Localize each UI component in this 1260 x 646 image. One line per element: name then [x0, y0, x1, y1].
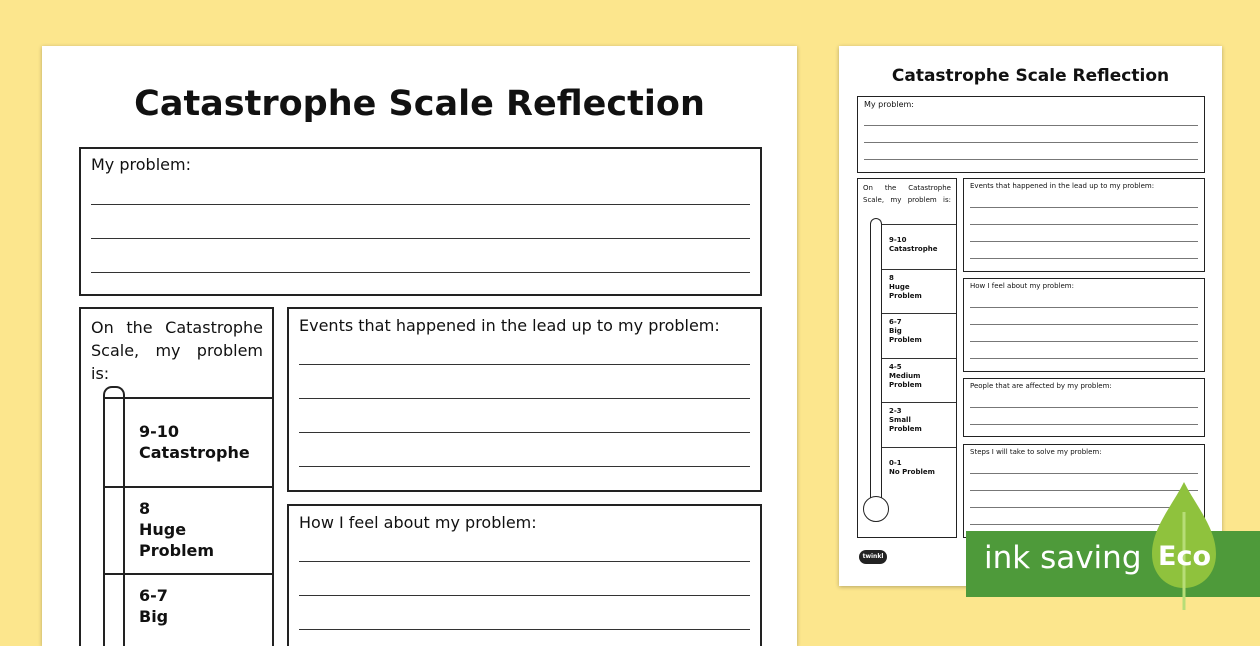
- scale-box: [79, 307, 274, 646]
- feel-label: How I feel about my problem:: [970, 282, 1074, 290]
- thermometer-bulb: [863, 496, 889, 522]
- write-line: [864, 159, 1198, 160]
- worksheet-title: Catastrophe Scale Reflection: [134, 84, 705, 124]
- ink-saving-text: ink saving: [984, 540, 1142, 576]
- my-problem-box: [79, 147, 762, 296]
- scale-divider: [882, 224, 956, 225]
- scale-level-label: 6-7 Big: [139, 586, 169, 626]
- write-line: [970, 258, 1198, 259]
- my-problem-box: [857, 96, 1205, 173]
- my-problem-label: My problem:: [91, 155, 191, 174]
- thermometer: [103, 386, 125, 646]
- events-box: [287, 307, 762, 492]
- scale-level-label: 8 Huge Problem: [889, 274, 922, 301]
- write-line: [970, 207, 1198, 208]
- scale-level-label: 9-10 Catastrophe: [139, 422, 250, 462]
- feel-box: [963, 278, 1205, 372]
- scale-box: [857, 178, 957, 538]
- write-line: [970, 358, 1198, 359]
- write-line: [970, 224, 1198, 225]
- write-line: [970, 424, 1198, 425]
- write-line: [299, 561, 750, 562]
- feel-box: [287, 504, 762, 646]
- twinkl-logo: twinkl: [859, 550, 887, 564]
- scale-prompt: On the Catastrophe Scale, my problem is:: [863, 184, 951, 204]
- scale-divider: [882, 358, 956, 359]
- write-line: [91, 238, 750, 239]
- scale-level-label: 0-1 No Problem: [889, 459, 935, 477]
- write-line: [970, 473, 1198, 474]
- write-line: [299, 398, 750, 399]
- write-line: [970, 324, 1198, 325]
- events-box: [963, 178, 1205, 272]
- scale-divider: [882, 447, 956, 448]
- scale-prompt: On the Catastrophe Scale, my problem is:: [91, 318, 263, 383]
- scale-level-label: 6-7 Big Problem: [889, 318, 922, 345]
- write-line: [970, 407, 1198, 408]
- scale-level-label: 2-3 Small Problem: [889, 407, 922, 434]
- write-line: [299, 364, 750, 365]
- scale-divider: [882, 313, 956, 314]
- my-problem-label: My problem:: [864, 100, 914, 109]
- write-line: [299, 466, 750, 467]
- scale-level-label: 9-10 Catastrophe: [889, 236, 938, 254]
- scale-level-label: 8 Huge Problem: [139, 499, 215, 560]
- eco-badge-text: Eco: [1158, 541, 1211, 572]
- write-line: [970, 241, 1198, 242]
- write-line: [91, 272, 750, 273]
- write-line: [970, 341, 1198, 342]
- scale-divider: [882, 269, 956, 270]
- write-line: [299, 432, 750, 433]
- scale-divider: [103, 486, 272, 488]
- scale-divider: [882, 402, 956, 403]
- steps-label: Steps I will take to solve my problem:: [970, 448, 1102, 456]
- scale-divider: [103, 397, 272, 399]
- events-label: Events that happened in the lead up to my problem:: [970, 182, 1155, 190]
- thermometer: [870, 218, 882, 501]
- events-label: Events that happened in the lead up to my problem:: [299, 316, 720, 335]
- scale-divider: [103, 573, 272, 575]
- write-line: [299, 595, 750, 596]
- people-box: [963, 378, 1205, 437]
- worksheet-title: Catastrophe Scale Reflection: [891, 66, 1170, 86]
- scale-level-label: 4-5 Medium Problem: [889, 363, 922, 390]
- worksheet-large-preview: [42, 46, 797, 646]
- write-line: [970, 307, 1198, 308]
- write-line: [864, 142, 1198, 143]
- write-line: [864, 125, 1198, 126]
- write-line: [91, 204, 750, 205]
- feel-label: How I feel about my problem:: [299, 513, 537, 532]
- people-label: People that are affected by my problem:: [970, 382, 1112, 390]
